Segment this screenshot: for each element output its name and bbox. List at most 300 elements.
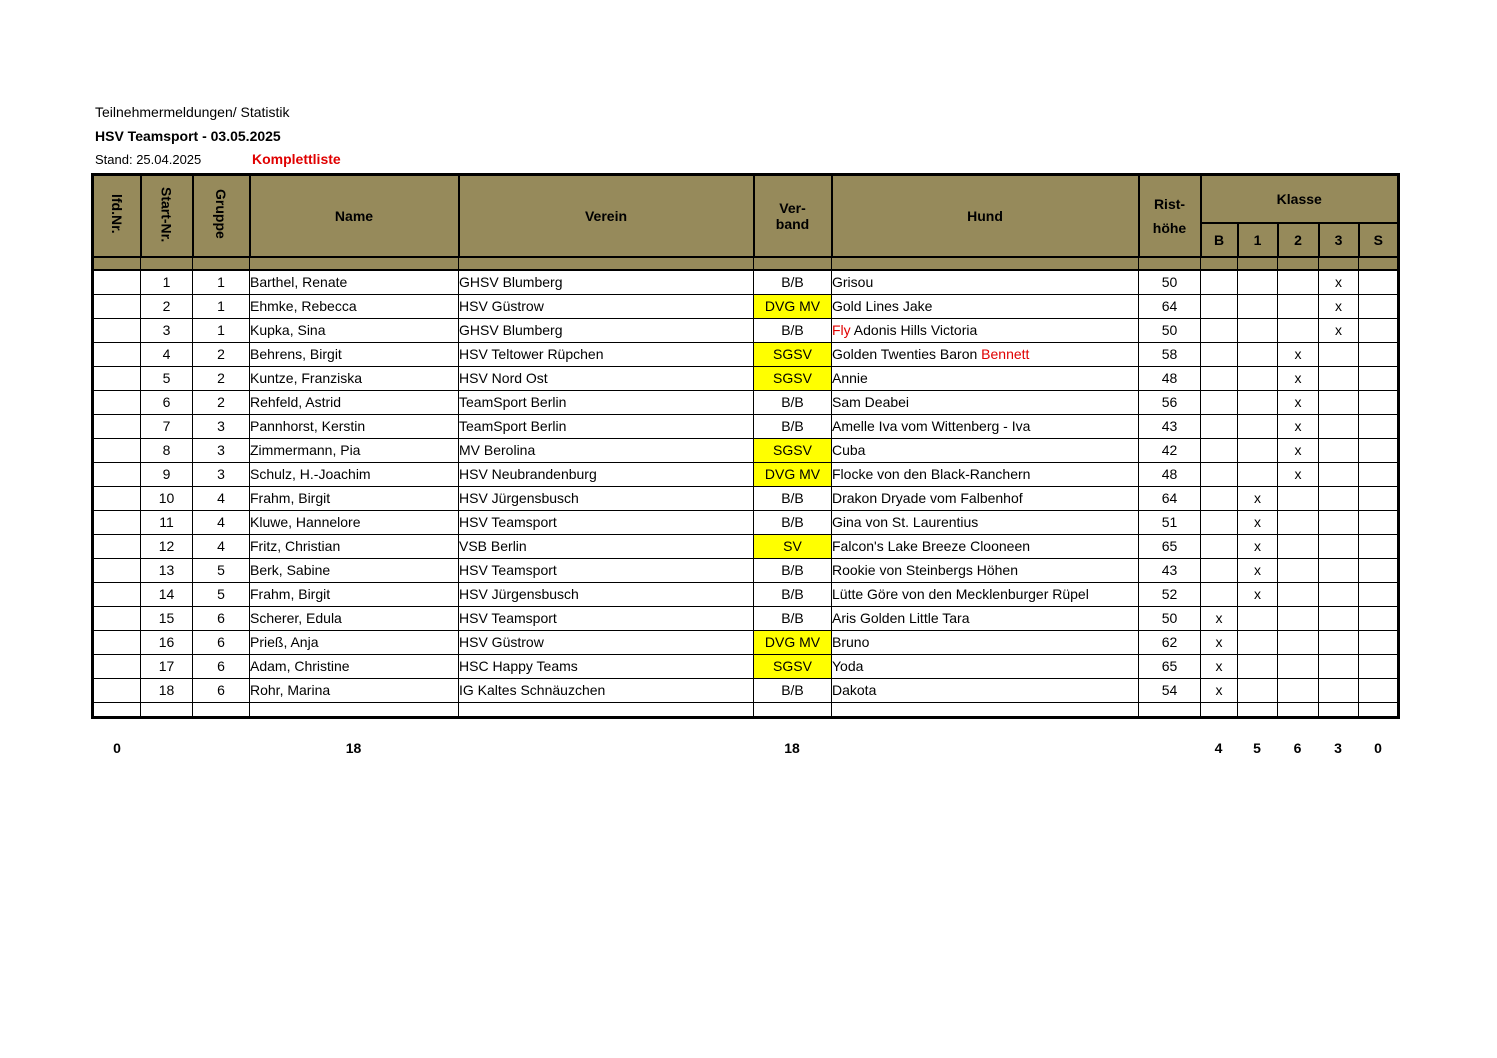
cell-klasse-3 bbox=[1319, 342, 1359, 366]
cell-risthoehe: 50 bbox=[1139, 270, 1201, 295]
cell-klasse-s bbox=[1359, 630, 1399, 654]
cell-verband: B/B bbox=[754, 606, 832, 630]
cell-name: Barthel, Renate bbox=[250, 270, 459, 295]
total-klasse-3: 3 bbox=[1334, 740, 1342, 756]
cell-hund bbox=[832, 438, 1139, 462]
cell-hund bbox=[832, 462, 1139, 486]
cell-klasse-3 bbox=[1319, 678, 1359, 702]
cell-start: 6 bbox=[141, 390, 193, 414]
cell-klasse-b bbox=[1201, 390, 1238, 414]
cell-risthoehe: 48 bbox=[1139, 366, 1201, 390]
cell-risthoehe: 65 bbox=[1139, 654, 1201, 678]
cell-gruppe: 5 bbox=[193, 582, 250, 606]
cell-gruppe: 1 bbox=[193, 294, 250, 318]
cell-name: Scherer, Edula bbox=[250, 606, 459, 630]
cell-klasse-b bbox=[1201, 438, 1238, 462]
table-row bbox=[93, 558, 1399, 582]
cell-verband: B/B bbox=[754, 390, 832, 414]
hund-name: Falcon's Lake Breeze Clooneen bbox=[832, 537, 1031, 554]
hund-red-prefix: Fly bbox=[832, 321, 851, 338]
cell-klasse-s bbox=[1359, 534, 1399, 558]
hund-name: Lütte Göre von den Mecklenburger Rüpel bbox=[832, 585, 1089, 602]
cell-name: Rohr, Marina bbox=[250, 678, 459, 702]
cell-klasse-s bbox=[1359, 390, 1399, 414]
cell-gruppe: 3 bbox=[193, 414, 250, 438]
total-lfd: 0 bbox=[113, 740, 121, 756]
cell-verband: B/B bbox=[754, 582, 832, 606]
cell-klasse-s bbox=[1359, 558, 1399, 582]
cell-klasse-3 bbox=[1319, 366, 1359, 390]
hund-name: Grisou bbox=[832, 273, 874, 290]
cell-klasse-3 bbox=[1319, 654, 1359, 678]
cell-verein: HSV Jürgensbusch bbox=[459, 486, 754, 510]
cell-klasse-1 bbox=[1238, 606, 1278, 630]
cell-verband: B/B bbox=[754, 558, 832, 582]
cell-klasse-3 bbox=[1319, 462, 1359, 486]
cell-klasse-3 bbox=[1319, 414, 1359, 438]
cell-klasse-s bbox=[1359, 294, 1399, 318]
col-start: Start-Nr. bbox=[141, 175, 193, 257]
col-klasse-2: 2 bbox=[1278, 223, 1319, 257]
cell-verband: SGSV bbox=[754, 342, 832, 366]
cell-klasse-3 bbox=[1319, 630, 1359, 654]
cell-lfd bbox=[93, 414, 141, 438]
cell-verband: SGSV bbox=[754, 438, 832, 462]
table-row-empty bbox=[93, 702, 1399, 717]
cell-name: Ehmke, Rebecca bbox=[250, 294, 459, 318]
col-klasse: Klasse bbox=[1201, 175, 1399, 223]
cell-klasse-3 bbox=[1319, 534, 1359, 558]
cell-verein: TeamSport Berlin bbox=[459, 414, 754, 438]
cell-risthoehe: 62 bbox=[1139, 630, 1201, 654]
cell-verband: DVG MV bbox=[754, 462, 832, 486]
cell-klasse-2: x bbox=[1278, 462, 1319, 486]
cell-klasse-b bbox=[1201, 342, 1238, 366]
cell-klasse-2 bbox=[1278, 486, 1319, 510]
cell-gruppe: 1 bbox=[193, 270, 250, 295]
cell-klasse-3 bbox=[1319, 510, 1359, 534]
cell-klasse-2 bbox=[1278, 318, 1319, 342]
cell-klasse-s bbox=[1359, 414, 1399, 438]
cell-klasse-1: x bbox=[1238, 510, 1278, 534]
cell-klasse-3: x bbox=[1319, 294, 1359, 318]
cell-lfd bbox=[93, 366, 141, 390]
cell-klasse-2: x bbox=[1278, 390, 1319, 414]
cell-start: 10 bbox=[141, 486, 193, 510]
cell-hund bbox=[832, 390, 1139, 414]
cell-klasse-2 bbox=[1278, 510, 1319, 534]
doc-title: HSV Teamsport - 03.05.2025 bbox=[95, 128, 281, 144]
cell-klasse-1 bbox=[1238, 294, 1278, 318]
col-klasse-b: B bbox=[1201, 223, 1238, 257]
cell-name: Schulz, H.-Joachim bbox=[250, 462, 459, 486]
doc-subtitle: Teilnehmermeldungen/ Statistik bbox=[95, 104, 290, 120]
cell-gruppe: 1 bbox=[193, 318, 250, 342]
cell-risthoehe: 64 bbox=[1139, 486, 1201, 510]
cell-hund bbox=[832, 606, 1139, 630]
hund-name: Drakon Dryade vom Falbenhof bbox=[832, 489, 1023, 506]
col-risthoehe: Rist- höhe bbox=[1139, 175, 1201, 257]
cell-hund bbox=[832, 510, 1139, 534]
hund-name: Annie bbox=[832, 369, 868, 386]
table-row bbox=[93, 294, 1399, 318]
table-row bbox=[93, 510, 1399, 534]
cell-verein: GHSV Blumberg bbox=[459, 318, 754, 342]
cell-verein: VSB Berlin bbox=[459, 534, 754, 558]
cell-klasse-2: x bbox=[1278, 342, 1319, 366]
cell-hund bbox=[832, 534, 1139, 558]
table-row bbox=[93, 342, 1399, 366]
cell-klasse-b bbox=[1201, 582, 1238, 606]
cell-start: 8 bbox=[141, 438, 193, 462]
total-name: 18 bbox=[345, 740, 362, 756]
cell-klasse-2 bbox=[1278, 534, 1319, 558]
cell-klasse-b bbox=[1201, 510, 1238, 534]
cell-klasse-b bbox=[1201, 366, 1238, 390]
cell-verein: HSC Happy Teams bbox=[459, 654, 754, 678]
cell-hund bbox=[832, 558, 1139, 582]
cell-verein: HSV Teamsport bbox=[459, 558, 754, 582]
cell-risthoehe: 64 bbox=[1139, 294, 1201, 318]
table-row bbox=[93, 270, 1399, 295]
cell-hund bbox=[832, 270, 1139, 295]
cell-name: Berk, Sabine bbox=[250, 558, 459, 582]
cell-klasse-b: x bbox=[1201, 630, 1238, 654]
cell-verein: HSV Jürgensbusch bbox=[459, 582, 754, 606]
cell-hund bbox=[832, 678, 1139, 702]
cell-verband: SGSV bbox=[754, 654, 832, 678]
cell-klasse-1: x bbox=[1238, 582, 1278, 606]
cell-hund bbox=[832, 366, 1139, 390]
cell-name: Zimmermann, Pia bbox=[250, 438, 459, 462]
cell-klasse-1 bbox=[1238, 318, 1278, 342]
cell-verband: B/B bbox=[754, 678, 832, 702]
table-row bbox=[93, 678, 1399, 702]
cell-klasse-s bbox=[1359, 606, 1399, 630]
cell-verein: HSV Neubrandenburg bbox=[459, 462, 754, 486]
hund-name: Flocke von den Black-Ranchern bbox=[832, 465, 1031, 482]
cell-gruppe: 4 bbox=[193, 486, 250, 510]
col-klasse-s: S bbox=[1359, 223, 1399, 257]
hund-name: Aris Golden Little Tara bbox=[832, 609, 970, 626]
cell-verein: HSV Güstrow bbox=[459, 630, 754, 654]
cell-risthoehe: 56 bbox=[1139, 390, 1201, 414]
cell-gruppe: 6 bbox=[193, 678, 250, 702]
cell-klasse-3 bbox=[1319, 582, 1359, 606]
cell-klasse-3 bbox=[1319, 558, 1359, 582]
col-verein: Verein bbox=[459, 175, 754, 257]
hund-name: Cuba bbox=[832, 441, 866, 458]
table-row bbox=[93, 654, 1399, 678]
cell-klasse-b bbox=[1201, 558, 1238, 582]
col-hund: Hund bbox=[832, 175, 1139, 257]
cell-lfd bbox=[93, 342, 141, 366]
cell-klasse-3 bbox=[1319, 606, 1359, 630]
cell-lfd bbox=[93, 462, 141, 486]
cell-klasse-2: x bbox=[1278, 414, 1319, 438]
participants-table bbox=[91, 173, 1400, 719]
cell-verein: HSV Teamsport bbox=[459, 606, 754, 630]
hund-name: Gina von St. Laurentius bbox=[832, 513, 979, 530]
cell-klasse-b bbox=[1201, 462, 1238, 486]
cell-name: Rehfeld, Astrid bbox=[250, 390, 459, 414]
cell-gruppe: 6 bbox=[193, 654, 250, 678]
cell-klasse-s bbox=[1359, 438, 1399, 462]
cell-verein: GHSV Blumberg bbox=[459, 270, 754, 295]
hund-name: Bruno bbox=[832, 633, 870, 650]
cell-klasse-1: x bbox=[1238, 534, 1278, 558]
cell-risthoehe: 48 bbox=[1139, 462, 1201, 486]
cell-gruppe: 2 bbox=[193, 342, 250, 366]
cell-start: 17 bbox=[141, 654, 193, 678]
cell-klasse-1 bbox=[1238, 678, 1278, 702]
cell-gruppe: 4 bbox=[193, 534, 250, 558]
cell-lfd bbox=[93, 390, 141, 414]
cell-start: 13 bbox=[141, 558, 193, 582]
cell-start: 4 bbox=[141, 342, 193, 366]
cell-klasse-2 bbox=[1278, 294, 1319, 318]
cell-name: Behrens, Birgit bbox=[250, 342, 459, 366]
cell-gruppe: 3 bbox=[193, 438, 250, 462]
cell-gruppe: 4 bbox=[193, 510, 250, 534]
cell-verband: DVG MV bbox=[754, 294, 832, 318]
cell-name: Fritz, Christian bbox=[250, 534, 459, 558]
cell-gruppe: 5 bbox=[193, 558, 250, 582]
cell-lfd bbox=[93, 270, 141, 295]
cell-hund bbox=[832, 630, 1139, 654]
cell-hund bbox=[832, 342, 1139, 366]
cell-gruppe: 2 bbox=[193, 366, 250, 390]
cell-risthoehe: 51 bbox=[1139, 510, 1201, 534]
cell-klasse-s bbox=[1359, 462, 1399, 486]
cell-klasse-2: x bbox=[1278, 438, 1319, 462]
cell-risthoehe: 43 bbox=[1139, 558, 1201, 582]
cell-lfd bbox=[93, 606, 141, 630]
cell-klasse-3: x bbox=[1319, 270, 1359, 295]
cell-name: Pannhorst, Kerstin bbox=[250, 414, 459, 438]
table-row bbox=[93, 462, 1399, 486]
cell-hund bbox=[832, 654, 1139, 678]
cell-verein: IG Kaltes Schnäuzchen bbox=[459, 678, 754, 702]
cell-hund bbox=[832, 294, 1139, 318]
cell-gruppe: 6 bbox=[193, 606, 250, 630]
cell-verband: B/B bbox=[754, 318, 832, 342]
cell-risthoehe: 52 bbox=[1139, 582, 1201, 606]
table-row bbox=[93, 318, 1399, 342]
cell-klasse-b: x bbox=[1201, 678, 1238, 702]
cell-klasse-1: x bbox=[1238, 558, 1278, 582]
cell-hund bbox=[832, 318, 1139, 342]
cell-risthoehe: 50 bbox=[1139, 606, 1201, 630]
cell-klasse-1 bbox=[1238, 438, 1278, 462]
cell-klasse-b bbox=[1201, 294, 1238, 318]
total-klasse-s: 0 bbox=[1374, 740, 1382, 756]
cell-lfd bbox=[93, 318, 141, 342]
komplettliste-label: Komplettliste bbox=[252, 151, 341, 167]
cell-start: 1 bbox=[141, 270, 193, 295]
cell-name: Frahm, Birgit bbox=[250, 486, 459, 510]
header-separator bbox=[93, 257, 1399, 270]
cell-risthoehe: 54 bbox=[1139, 678, 1201, 702]
cell-lfd bbox=[93, 534, 141, 558]
table-row bbox=[93, 606, 1399, 630]
cell-verband: B/B bbox=[754, 270, 832, 295]
cell-klasse-b bbox=[1201, 534, 1238, 558]
col-lfd: lfd.Nr. bbox=[93, 175, 141, 257]
cell-verband: B/B bbox=[754, 486, 832, 510]
hund-name: Golden Twenties Baron bbox=[832, 345, 982, 362]
total-klasse-1: 5 bbox=[1253, 740, 1261, 756]
cell-hund bbox=[832, 414, 1139, 438]
table-row bbox=[93, 534, 1399, 558]
cell-lfd bbox=[93, 630, 141, 654]
cell-name: Kuntze, Franziska bbox=[250, 366, 459, 390]
total-verband: 18 bbox=[784, 740, 800, 756]
cell-klasse-2 bbox=[1278, 678, 1319, 702]
cell-klasse-1 bbox=[1238, 342, 1278, 366]
cell-klasse-2 bbox=[1278, 630, 1319, 654]
hund-red-suffix: Bennett bbox=[981, 345, 1030, 362]
cell-start: 16 bbox=[141, 630, 193, 654]
cell-klasse-b bbox=[1201, 414, 1238, 438]
hund-name: Amelle Iva vom Wittenberg - Iva bbox=[832, 417, 1031, 434]
hund-name: Sam Deabei bbox=[832, 393, 910, 410]
cell-klasse-1 bbox=[1238, 462, 1278, 486]
cell-klasse-2 bbox=[1278, 582, 1319, 606]
cell-name: Adam, Christine bbox=[250, 654, 459, 678]
cell-lfd bbox=[93, 438, 141, 462]
cell-klasse-s bbox=[1359, 366, 1399, 390]
cell-start: 15 bbox=[141, 606, 193, 630]
cell-name: Kupka, Sina bbox=[250, 318, 459, 342]
hund-name: Yoda bbox=[832, 657, 864, 674]
cell-start: 12 bbox=[141, 534, 193, 558]
cell-verein: HSV Güstrow bbox=[459, 294, 754, 318]
cell-klasse-s bbox=[1359, 318, 1399, 342]
cell-klasse-1 bbox=[1238, 270, 1278, 295]
cell-klasse-2 bbox=[1278, 558, 1319, 582]
cell-start: 9 bbox=[141, 462, 193, 486]
hund-name: Rookie von Steinbergs Höhen bbox=[832, 561, 1019, 578]
cell-start: 2 bbox=[141, 294, 193, 318]
stand-date: Stand: 25.04.2025 bbox=[95, 152, 202, 167]
cell-klasse-s bbox=[1359, 582, 1399, 606]
cell-start: 7 bbox=[141, 414, 193, 438]
cell-gruppe: 2 bbox=[193, 390, 250, 414]
cell-klasse-b bbox=[1201, 318, 1238, 342]
cell-klasse-b: x bbox=[1201, 654, 1238, 678]
cell-verein: HSV Teltower Rüpchen bbox=[459, 342, 754, 366]
cell-klasse-1 bbox=[1238, 366, 1278, 390]
cell-klasse-s bbox=[1359, 270, 1399, 295]
cell-klasse-3 bbox=[1319, 486, 1359, 510]
cell-klasse-b bbox=[1201, 270, 1238, 295]
cell-klasse-1 bbox=[1238, 390, 1278, 414]
cell-lfd bbox=[93, 558, 141, 582]
hund-name: Adonis Hills Victoria bbox=[850, 321, 978, 338]
cell-lfd bbox=[93, 582, 141, 606]
table-row bbox=[93, 438, 1399, 462]
cell-start: 18 bbox=[141, 678, 193, 702]
total-klasse-2: 6 bbox=[1293, 740, 1302, 756]
cell-klasse-b bbox=[1201, 486, 1238, 510]
cell-klasse-s bbox=[1359, 342, 1399, 366]
cell-risthoehe: 43 bbox=[1139, 414, 1201, 438]
cell-name: Frahm, Birgit bbox=[250, 582, 459, 606]
col-klasse-3: 3 bbox=[1319, 223, 1359, 257]
cell-klasse-1: x bbox=[1238, 486, 1278, 510]
cell-klasse-2 bbox=[1278, 654, 1319, 678]
cell-klasse-s bbox=[1359, 678, 1399, 702]
cell-risthoehe: 58 bbox=[1139, 342, 1201, 366]
cell-risthoehe: 65 bbox=[1139, 534, 1201, 558]
cell-klasse-s bbox=[1359, 654, 1399, 678]
cell-risthoehe: 42 bbox=[1139, 438, 1201, 462]
cell-gruppe: 3 bbox=[193, 462, 250, 486]
cell-verband: B/B bbox=[754, 414, 832, 438]
hund-name: Dakota bbox=[832, 681, 877, 698]
cell-klasse-s bbox=[1359, 510, 1399, 534]
col-gruppe: Gruppe bbox=[193, 175, 250, 257]
cell-verband: DVG MV bbox=[754, 630, 832, 654]
cell-risthoehe: 50 bbox=[1139, 318, 1201, 342]
cell-klasse-b: x bbox=[1201, 606, 1238, 630]
cell-verein: HSV Teamsport bbox=[459, 510, 754, 534]
cell-verband: B/B bbox=[754, 510, 832, 534]
table-row bbox=[93, 414, 1399, 438]
table-row bbox=[93, 582, 1399, 606]
col-name: Name bbox=[250, 175, 459, 257]
cell-start: 14 bbox=[141, 582, 193, 606]
table-row bbox=[93, 390, 1399, 414]
cell-gruppe: 6 bbox=[193, 630, 250, 654]
cell-verein: MV Berolina bbox=[459, 438, 754, 462]
col-verband: Ver- band bbox=[754, 175, 832, 257]
cell-lfd bbox=[93, 294, 141, 318]
table-row bbox=[93, 630, 1399, 654]
cell-start: 3 bbox=[141, 318, 193, 342]
cell-klasse-2 bbox=[1278, 606, 1319, 630]
cell-klasse-1 bbox=[1238, 414, 1278, 438]
cell-lfd bbox=[93, 654, 141, 678]
cell-klasse-s bbox=[1359, 486, 1399, 510]
cell-verband: SV bbox=[754, 534, 832, 558]
cell-klasse-2: x bbox=[1278, 366, 1319, 390]
cell-lfd bbox=[93, 678, 141, 702]
table-row bbox=[93, 366, 1399, 390]
cell-name: Kluwe, Hannelore bbox=[250, 510, 459, 534]
cell-start: 11 bbox=[141, 510, 193, 534]
cell-klasse-2 bbox=[1278, 270, 1319, 295]
cell-verband: SGSV bbox=[754, 366, 832, 390]
cell-klasse-3 bbox=[1319, 438, 1359, 462]
cell-name: Prieß, Anja bbox=[250, 630, 459, 654]
table-row bbox=[93, 486, 1399, 510]
cell-hund bbox=[832, 582, 1139, 606]
cell-klasse-1 bbox=[1238, 654, 1278, 678]
cell-hund bbox=[832, 486, 1139, 510]
hund-name: Gold Lines Jake bbox=[832, 297, 933, 314]
cell-klasse-3: x bbox=[1319, 318, 1359, 342]
total-klasse-b: 4 bbox=[1214, 740, 1223, 756]
cell-lfd bbox=[93, 486, 141, 510]
cell-klasse-1 bbox=[1238, 630, 1278, 654]
cell-lfd bbox=[93, 510, 141, 534]
cell-verein: HSV Nord Ost bbox=[459, 366, 754, 390]
col-klasse-1: 1 bbox=[1238, 223, 1278, 257]
cell-verein: TeamSport Berlin bbox=[459, 390, 754, 414]
cell-start: 5 bbox=[141, 366, 193, 390]
